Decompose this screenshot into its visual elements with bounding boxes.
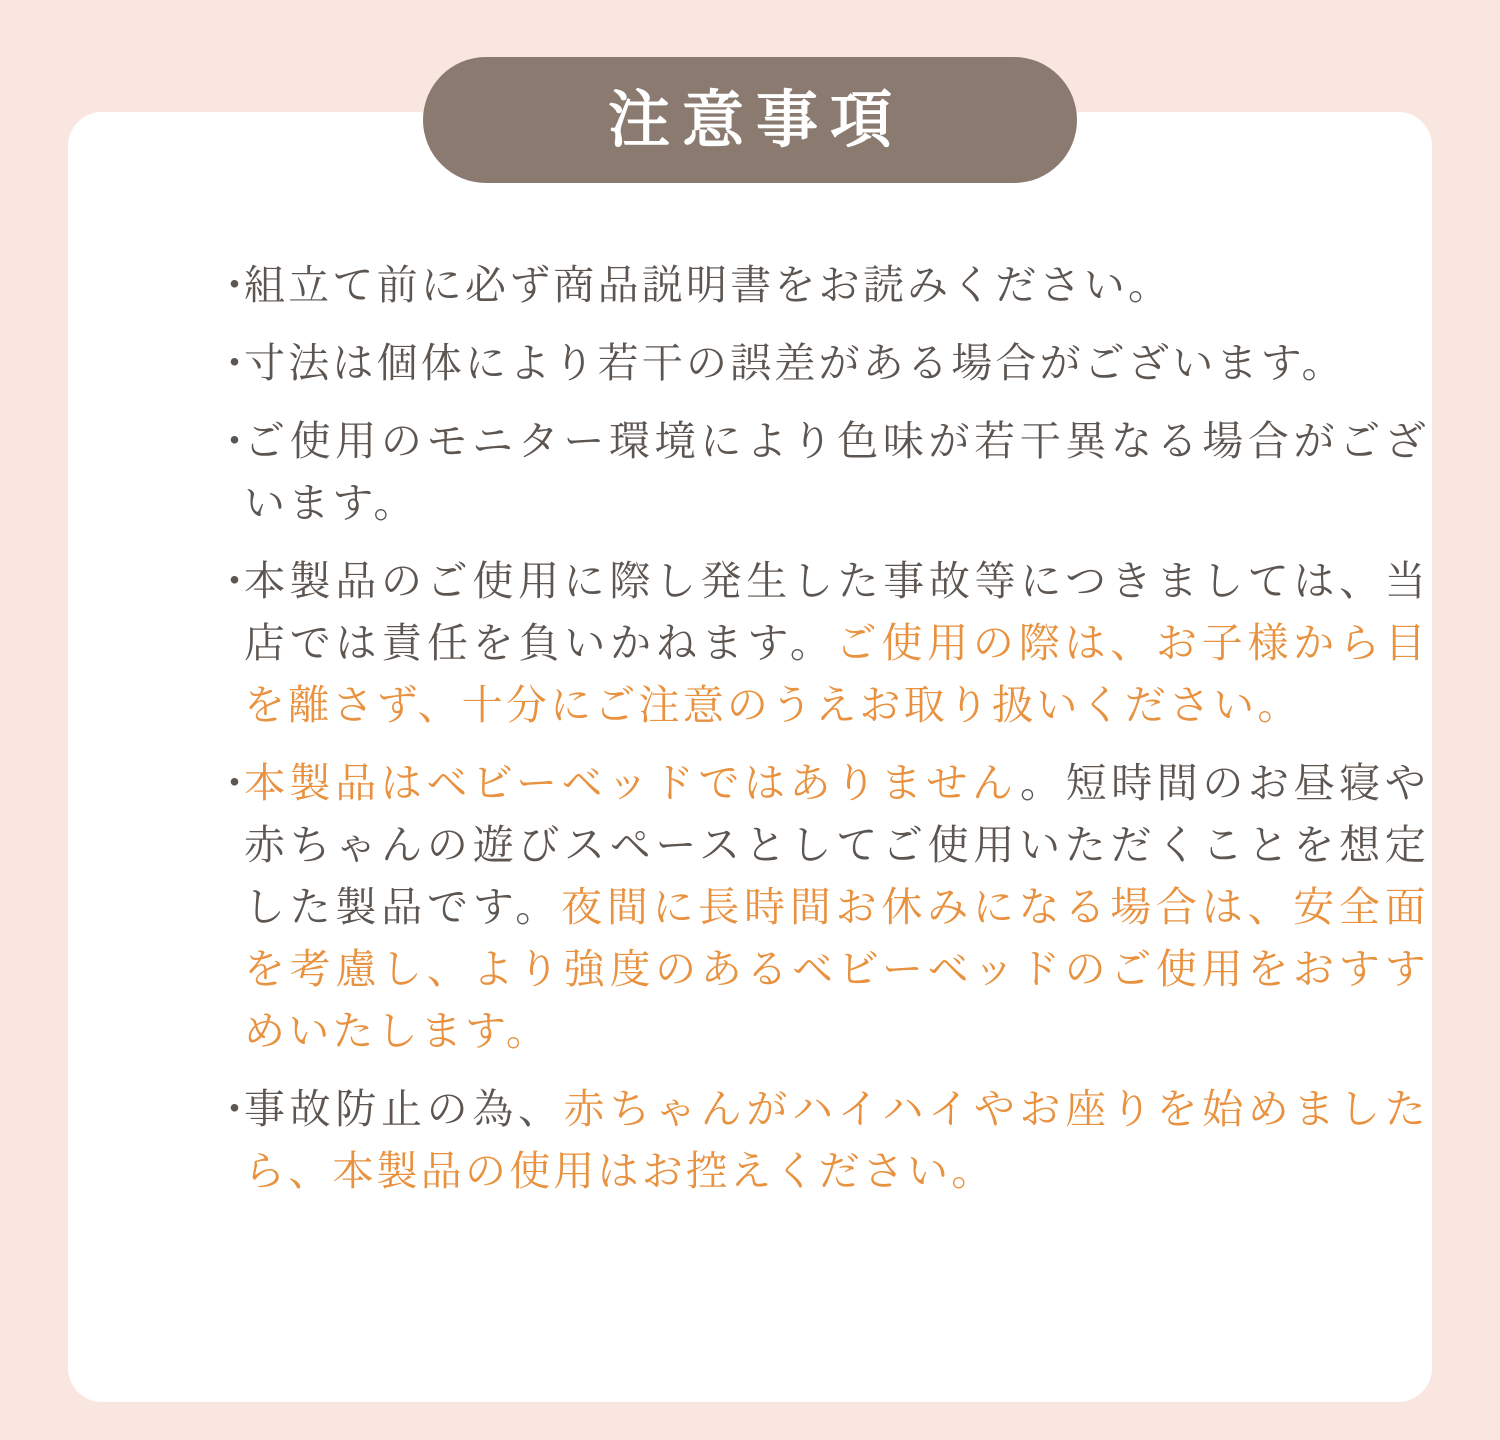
notice-text-highlight: ご使用の際は、お子様から目を離さず、十分にご注意のうえお取り扱いください。 — [244, 619, 1429, 729]
bullet-marker: ・ — [214, 1085, 255, 1133]
bullet-marker: ・ — [214, 339, 255, 387]
notice-item — [214, 1078, 1429, 1202]
page-title-pill — [423, 57, 1077, 183]
bullet-marker: ・ — [214, 417, 255, 465]
notice-item-text — [244, 752, 1429, 1062]
notice-item — [214, 254, 1429, 316]
notice-card — [68, 112, 1432, 1402]
notice-text-plain: 組立て前に必ず商品説明書をお読みください。 — [244, 261, 1173, 309]
notice-text-highlight: 赤ちゃんがハイハイやお座りを始めましたら、本製品の使用はお控えください。 — [244, 1085, 1429, 1195]
notice-text-plain: 。短時間のお昼寝や赤ちゃんの遊びスペースとしてご使用いただくことを想定した製品です。 — [244, 759, 1429, 931]
bullet-marker: ・ — [214, 557, 255, 605]
notice-text-plain: 本製品のご使用に際し発生した事故等につきましては、当店では責任を負いかねます。 — [244, 557, 1429, 667]
notice-item — [214, 332, 1429, 394]
notice-item-text — [244, 1078, 1429, 1202]
notice-item-text — [244, 332, 1429, 394]
notice-list — [214, 254, 1429, 1218]
bullet-marker: ・ — [214, 261, 255, 309]
bullet-marker: ・ — [214, 759, 255, 807]
notice-item — [214, 550, 1429, 736]
notice-item-text — [244, 550, 1429, 736]
notice-item-text — [244, 254, 1429, 316]
notice-text-plain: ご使用のモニター環境により色味が若干異なる場合がございます。 — [244, 417, 1429, 527]
page-title: 注意事項 — [607, 83, 904, 156]
notice-text-highlight: 本製品はベビーベッドではありません — [244, 759, 1020, 807]
notice-text-plain: 事故防止の為、 — [244, 1085, 564, 1133]
notice-text-plain: 寸法は個体により若干の誤差がある場合がございます。 — [244, 339, 1346, 387]
notice-item — [214, 752, 1429, 1062]
notice-text-highlight: 夜間に長時間お休みになる場合は、安全面を考慮し、より強度のあるベビーベッドのご使用をおすすめいたします。 — [244, 883, 1429, 1055]
notice-item-text — [244, 410, 1429, 534]
notice-item — [214, 410, 1429, 534]
